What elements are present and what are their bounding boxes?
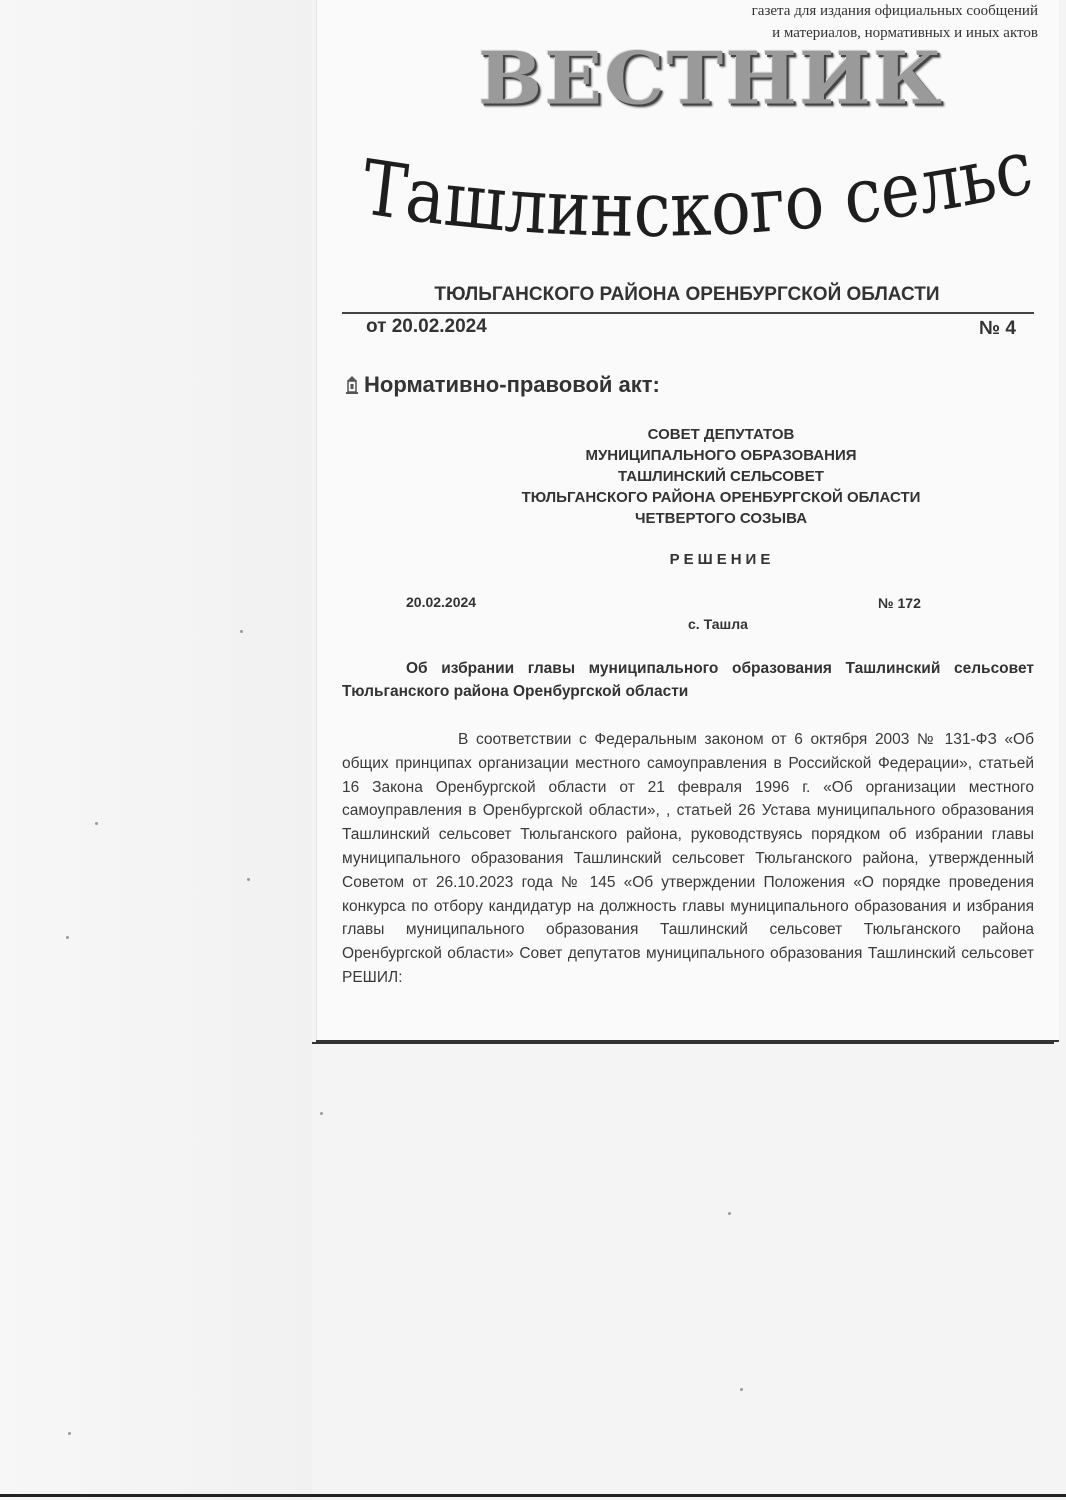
scan-speck <box>728 1212 731 1215</box>
council-line: ТАШЛИНСКИЙ СЕЛЬСОВЕТ <box>618 468 824 485</box>
scan-speck <box>240 630 243 633</box>
masthead-title: ВЕСТНИК <box>478 36 944 121</box>
section-heading <box>344 372 660 398</box>
council-line: СОВЕТ ДЕПУТАТОВ <box>647 426 795 443</box>
bell-tower-icon <box>344 375 360 395</box>
scan-speck <box>95 822 98 825</box>
decision-number: № 172 <box>878 595 921 611</box>
council-line: ЧЕТВЕРТОГО СОЗЫВА <box>634 510 808 527</box>
masthead-subtitle-line2: и материалов, нормативных и иных актов <box>772 25 1038 41</box>
council-header <box>342 424 1066 529</box>
decision-place: с. Ташла <box>688 616 748 632</box>
svg-text:Ташлинского сельсовета <box>356 132 1036 252</box>
issue-number: № 4 <box>978 318 1016 339</box>
masthead-name-graphic <box>356 132 1036 252</box>
scan-speck <box>740 1388 743 1391</box>
masthead-name <box>356 132 1036 252</box>
masthead-name-text: Ташлинского сельс <box>357 132 1036 252</box>
masthead-subtitle-line1: газета для издания официальных сообщений <box>751 3 1038 19</box>
scan-speck <box>66 936 69 939</box>
scan-speck <box>68 1432 71 1435</box>
scan-speck <box>247 878 250 881</box>
council-line: ТЮЛЬГАНСКОГО РАЙОНА ОРЕНБУРГСКОЙ ОБЛАСТИ <box>521 489 921 506</box>
scan-margin <box>0 0 312 1500</box>
issue-date: от 20.02.2024 <box>366 316 487 337</box>
scan-speck <box>320 1112 323 1115</box>
paper-edge-line <box>312 1042 1054 1044</box>
decision-body: В соответствии с Федеральным законом от 6 октября 2003 № 131-ФЗ «Об общих принципах организации местного самоуправления в Российской Федерации», статьей 16 Закона Оренбургской области от 21 февраля 1996 г. «Об организации местного самоуправления в Оренбургской области», , статьей 26 Устава муниципального образования Ташлинский сельсовет Тюльганского района, руководствуясь порядком об избрании главы муниципального образования Ташлинский сельсовет Тюльганского района, утвержденный Советом от 26.10.2023 года № 145 «Об утверждении Положения «О порядке проведения конкурса по отбору кандидатур на должность главы муниципального образования и избрания главы муниципального образования Ташлинский сельсовет Тюльганского района Оренбургской области» Совет депутатов муниципального образования Ташлинский сельсовет РЕШИЛ: <box>342 731 1034 986</box>
decision-subject: Об избрании главы муниципального образования Ташлинский сельсовет Тюльганского района Оренбургской области <box>342 660 1034 700</box>
council-line: МУНИЦИПАЛЬНОГО ОБРАЗОВАНИЯ <box>585 447 857 464</box>
section-heading-text: Нормативно-правовой акт: <box>364 372 660 397</box>
decision-title: РЕШЕНИЕ <box>669 551 775 568</box>
masthead-region: ТЮЛЬГАНСКОГО РАЙОНА ОРЕНБУРГСКОЙ ОБЛАСТИ <box>434 284 940 305</box>
page-bottom-line <box>0 1494 1066 1497</box>
masthead-divider <box>342 312 1034 314</box>
decision-date: 20.02.2024 <box>406 594 477 610</box>
